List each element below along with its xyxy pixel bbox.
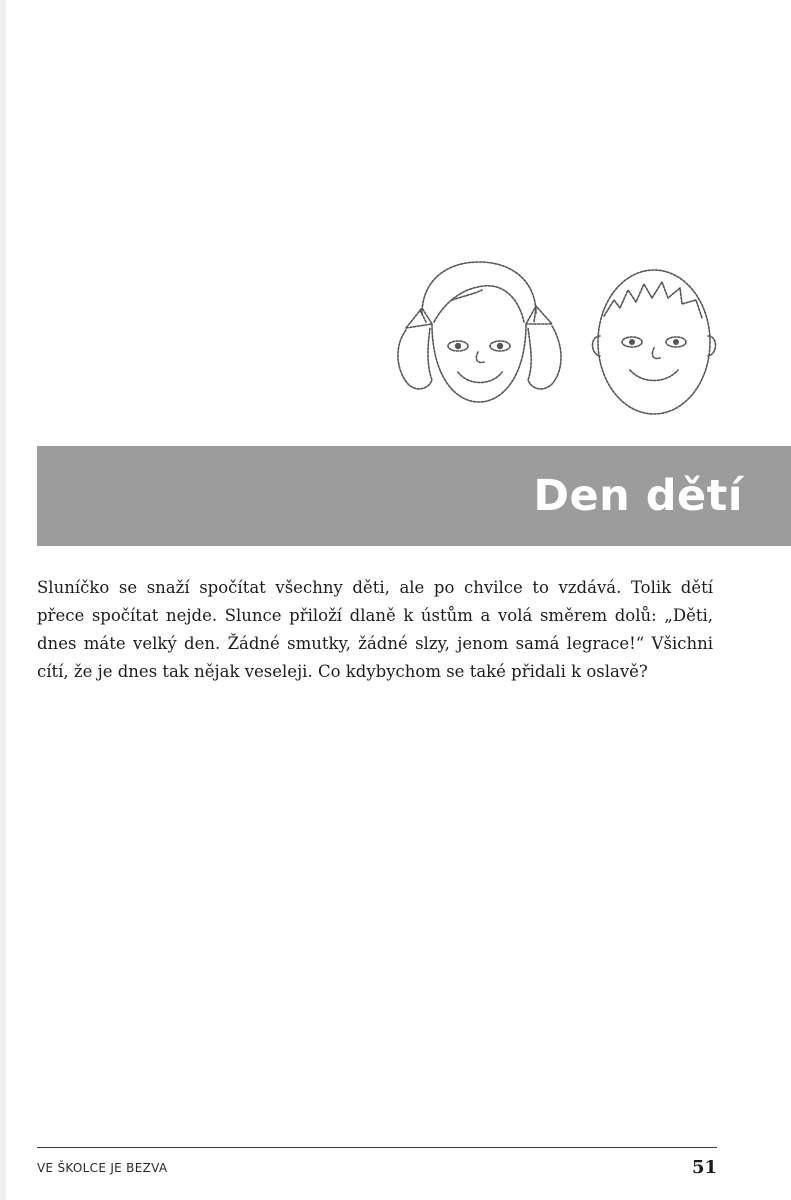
page-number: 51 [691, 1157, 717, 1178]
boy-face-icon [593, 270, 716, 414]
eye-pupils [455, 339, 679, 349]
body-paragraph: Sluníčko se snaží spočítat všechny děti, ale po chvilce to vzdává. Tolik dětí přece spočítat nejde. Slunce přiloží dlaně k ústům a volá směrem dolů: „Děti, dnes máte velký den. Žádné smutky, žádné slzy, jenom samá legrace!“ Všichni cítí, že je dnes tak nějak veseleji. Co kdybychom se také přidali k oslavě? [37, 578, 713, 681]
footer-book-title: VE ŠKOLCE JE BEZVA [37, 1161, 168, 1175]
chapter-title: Den dětí [533, 471, 743, 521]
footer-divider [37, 1147, 717, 1148]
girl-face-icon [398, 262, 561, 402]
children-faces-illustration [392, 252, 730, 424]
page-edge [0, 0, 6, 1200]
chapter-title-band [37, 446, 791, 546]
